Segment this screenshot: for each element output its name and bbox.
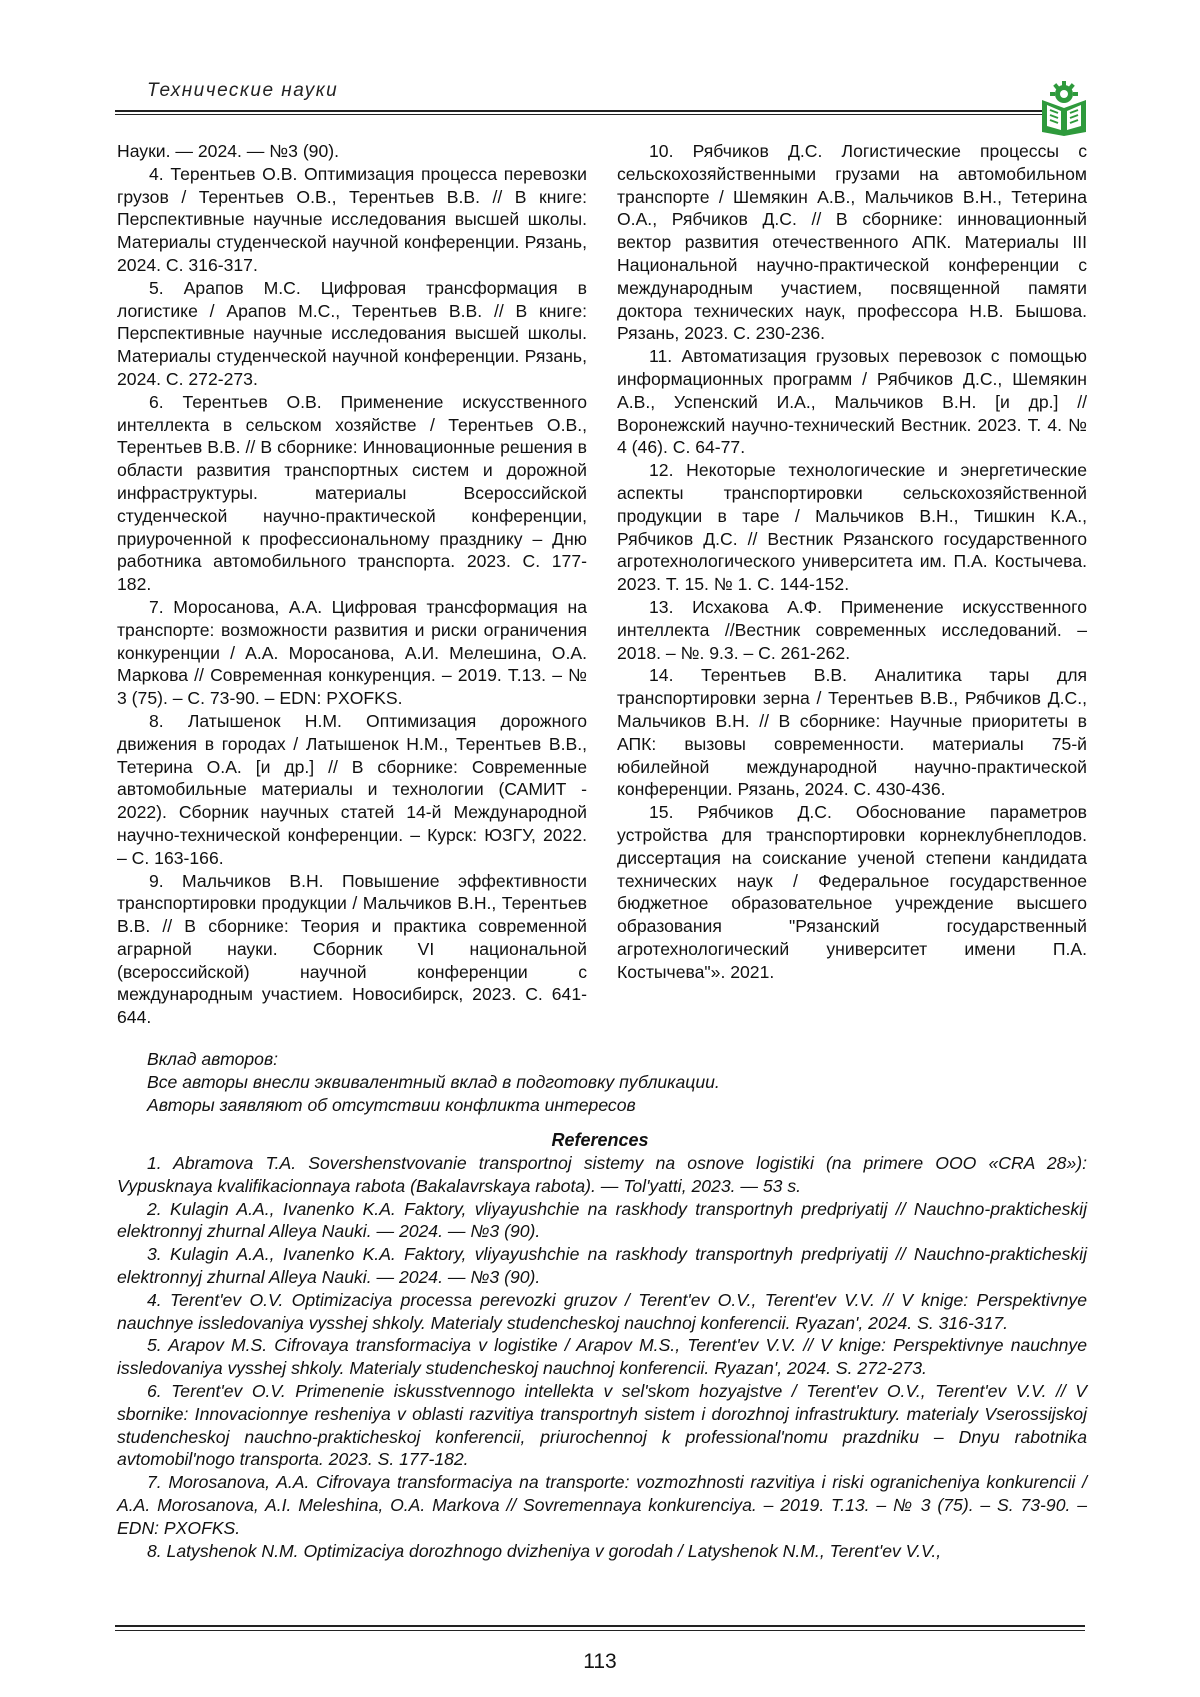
reference-item: 5. Арапов М.С. Цифровая трансформация в логистике / Арапов М.С., Терентьев В.В. // В книге: Перспективные научные исследования высшей школы. Материалы студенческой научной конференции. Рязань, 2024. С. 272-273. bbox=[117, 277, 587, 389]
running-header-title: Технические науки bbox=[147, 80, 339, 101]
left-column bbox=[117, 140, 587, 1029]
green-book-gear-logo-icon bbox=[1036, 80, 1092, 136]
reference-item: 11. Автоматизация грузовых перевозок с помощью информационных программ / Рябчиков Д.С., Шемякин А.В., Успенский И.А., Мальчиков В.Н. [и др.] // Воронежский научно-технический Вестник. 2023. Т. 4. № 4 (46). С. 64-77. bbox=[617, 346, 1087, 458]
references-item: 8. Latyshenok N.M. Optimizaciya dorozhnogo dvizheniya v gorodah / Latyshenok N.M., Terent'ev V.V., bbox=[147, 1540, 942, 1561]
header-rule bbox=[115, 110, 1085, 112]
reference-item: 10. Рябчиков Д.С. Логистические процессы с сельскохозяйственными грузами на автомобильном транспорте / Шемякин А.В., Мальчиков В.Н., Тетерина О.А., Рябчиков Д.С. // В сборнике: инновационный вектор развития отечественного АПК. Материалы III Национальной научно-практической конференции с международным участием, посвященной памяти доктора технических наук, профессора Н.В. Бышова. Рязань, 2023. С. 230-236. bbox=[617, 141, 1087, 344]
reference-item: 6. Терентьев О.В. Применение искусственного интеллекта в сельском хозяйстве / Терентьев О.В., Терентьев В.В. // В сборнике: Инновационные решения в области развития транспортных систем и дорожной инфраструктуры. материалы Всероссийской студенческой научно-практической конференции, приуроченной к профессиональному празднику – Дню работника автомобильного транспорта. 2023. С. 177-182. bbox=[117, 391, 587, 595]
references-item: 3. Kulagin A.A., Ivanenko K.A. Faktory, vliyayushchie na raskhody transportnyh predpriyatij // Nauchno-prakticheskij elektronnyj zhurnal Alleya Nauki. — 2024. — №3 (90). bbox=[117, 1244, 1087, 1287]
references-title: References bbox=[551, 1130, 649, 1150]
references-item: 1. Abramova T.A. Sovershenstvovanie transportnoj sistemy na osnove logistiki (na primere OOO «CRA 28»): Vypusknaya kvalifikacionnaya rabota (Bakalavrskaya rabota). — Tol'yatti, 2023. — 53 s. bbox=[117, 1153, 1087, 1196]
references-item: 7. Morosanova, A.A. Cifrovaya transformaciya na transporte: vozmozhnosti razvitiya i riski ogranicheniya konkurencii / A.A. Morosanova, A.I. Meleshina, O.A. Markova // Sovremennaya konkurenciya. – 2019. T.13. – № 3 (75). – S. 73-90. – EDN: PXOFKS. bbox=[117, 1472, 1087, 1538]
conflict-statement: Авторы заявляют об отсутствии конфликта интересов bbox=[147, 1094, 636, 1115]
reference-item: 7. Моросанова, А.А. Цифровая трансформация на транспорте: возможности развития и риски ограничения конкуренции / А.А. Моросанова, А.И. Мелешина, О.А. Маркова // Современная конкуренция. – 2019. Т.13. – № 3 (75). – С. 73-90. – EDN: PXOFKS. bbox=[117, 596, 587, 709]
reference-item: 8. Латышенок Н.М. Оптимизация дорожного движения в городах / Латышенок Н.М., Терентьев В.В., Тетерина О.А. [и др.] // В сборнике: Современные автомобильные материалы и технологии (САМИТ - 2022). Сборник научных статей 14-й Международной научно-технической конференции. – Курск: ЮЗГУ, 2022. – С. 163-166. bbox=[117, 710, 587, 868]
reference-item: 9. Мальчиков В.Н. Повышение эффективности транспортировки продукции / Мальчиков В.Н., Терентьев В.В. // В сборнике: Теория и практика современной аграрной науки. Сборник VI национальной (всероссийской) научной конференции с международным участием. Новосибирск, 2023. С. 641-644. bbox=[117, 870, 587, 1028]
author-contribution bbox=[147, 1048, 1077, 1116]
contribution-statement: Все авторы внесли эквивалентный вклад в подготовку публикации. bbox=[147, 1071, 720, 1092]
footer-rule bbox=[115, 1625, 1085, 1627]
reference-item: 14. Терентьев В.В. Аналитика тары для транспортировки зерна / Терентьев В.В., Рябчиков Д.С., Мальчиков В.Н. // В сборнике: Научные приоритеты в АПК: вызовы современности. материалы 75-й юбилейной международной научно-практической конференции. Рязань, 2024. С. 430-436. bbox=[617, 665, 1087, 800]
page-number: 113 bbox=[583, 1650, 617, 1673]
footer-rule-thin bbox=[115, 1630, 1085, 1631]
references-item: 6. Terent'ev O.V. Primenenie iskusstvennogo intellekta v sel'skom hozyajstve / Terent'ev O.V., Terent'ev V.V. // V sbornike: Innovacionnye resheniya v oblasti razvitiya transportnyh sistem i dorozhnoj infrastruktury. materialy Vserossijskoj studencheskoj nauchno-prakticheskoj konferencii, priurochennoj k professional'nomu prazdniku – Dnyu rabotnika avtomobil'nogo transporta. 2023. S. 177-182. bbox=[117, 1380, 1087, 1470]
right-column bbox=[617, 140, 1087, 983]
reference-item: 13. Исхакова А.Ф. Применение искусственного интеллекта //Вестник современных исследований. – 2018. – №. 9.3. – С. 261-262. bbox=[617, 596, 1087, 663]
contribution-heading: Вклад авторов: bbox=[147, 1049, 279, 1069]
reference-continuation: Науки. — 2024. — №3 (90). bbox=[117, 141, 339, 161]
references-item: 5. Arapov M.S. Cifrovaya transformaciya v logistike / Arapov M.S., Terent'ev V.V. // V knige: Perspektivnye nauchnye issledovaniya vysshej shkoly. Materialy studencheskoj nauchnoj konferencii. Ryazan', 2024. S. 272-273. bbox=[117, 1335, 1087, 1379]
reference-item: 4. Терентьев О.В. Оптимизация процесса перевозки грузов / Терентьев О.В., Терентьев В.В. // В книге: Перспективные научные исследования высшей школы. Материалы студенческой научной конференции. Рязань, 2024. С. 316-317. bbox=[117, 163, 587, 275]
references-list bbox=[117, 1152, 1087, 1562]
references-item: 4. Terent'ev O.V. Optimizaciya processa perevozki gruzov / Terent'ev O.V., Terent'ev V.V. // V knige: Perspektivnye nauchnye issledovaniya vysshej shkoly. Materialy studencheskoj nauchnoj konferencii. Ryazan', 2024. S. 316-317. bbox=[117, 1289, 1087, 1333]
reference-item: 12. Некоторые технологические и энергетические аспекты транспортировки сельскохозяйственной продукции в таре / Мальчиков В.Н., Тишкин К.А., Рябчиков Д.С. // Вестник Рязанского государственного агротехнологического университета им. П.А. Костычева. 2023. Т. 15. № 1. С. 144-152. bbox=[617, 460, 1087, 595]
references-item: 2. Kulagin A.A., Ivanenko K.A. Faktory, vliyayushchie na raskhody transportnyh predpriyatij // Nauchno-prakticheskij elektronnyj zhurnal Alleya Nauki. — 2024. — №3 (90). bbox=[117, 1198, 1087, 1242]
header-rule-thin bbox=[115, 114, 1050, 115]
reference-item: 15. Рябчиков Д.С. Обоснование параметров устройства для транспортировки корнеклубнеплодов. диссертация на соискание ученой степени кандидата технических наук / Федеральное государственное бюджетное образовательное учреждение высшего образования "Рязанский государственный агротехнологический университет имени П.А. Костычева"». 2021. bbox=[617, 802, 1087, 982]
